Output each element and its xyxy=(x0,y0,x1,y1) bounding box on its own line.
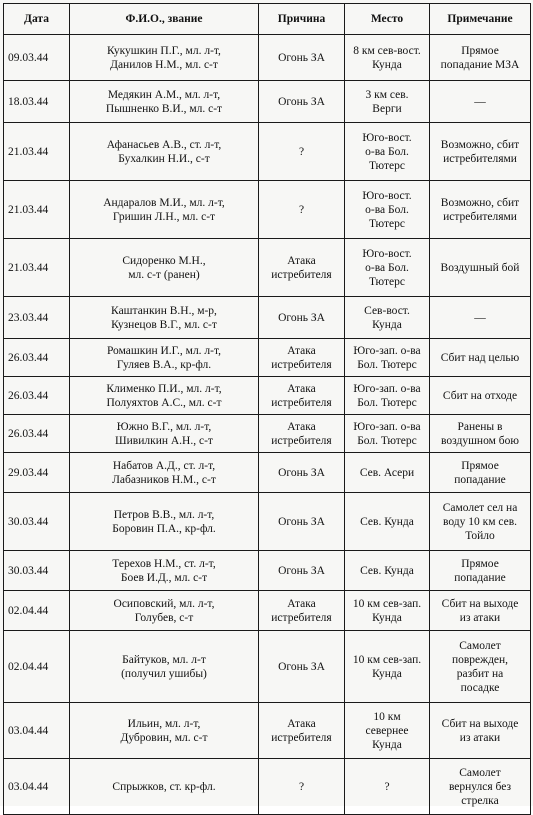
cell-place: 3 км сев. Верги xyxy=(345,81,430,123)
cell-cause: Огонь ЗА xyxy=(259,493,345,551)
table-row xyxy=(4,591,531,631)
table-row xyxy=(4,297,531,339)
cell-note: Прямое попадание xyxy=(430,551,531,591)
cell-cause: Атака истребителя xyxy=(259,591,345,631)
cell-place: Юго-вост. о-ва Бол. Тютерс xyxy=(345,181,430,239)
cell-cause: Атака истребителя xyxy=(259,377,345,415)
table-row xyxy=(4,239,531,297)
cell-cause: Огонь ЗА xyxy=(259,81,345,123)
cell-name: Каштанкин В.Н., м-р, Кузнецов В.Г., мл. с-т xyxy=(70,297,259,339)
cell-name: Терехов Н.М., ст. л-т, Боев И.Д., мл. с-т xyxy=(70,551,259,591)
header-note: Примечание xyxy=(430,4,531,35)
cell-name: Клименко П.И., мл. л-т, Полуяхтов А.С., мл. с-т xyxy=(70,377,259,415)
cell-date: 21.03.44 xyxy=(4,123,70,181)
table-row xyxy=(4,339,531,377)
cell-name: Ромашкин И.Г., мл. л-т, Гуляев В.А., кр-фл. xyxy=(70,339,259,377)
table-row xyxy=(4,453,531,493)
table-row xyxy=(4,181,531,239)
cell-date: 21.03.44 xyxy=(4,181,70,239)
cell-name: Афанасьев А.В., ст. л-т, Бухалкин Н.И., с-т xyxy=(70,123,259,181)
table-row xyxy=(4,759,531,815)
header-name-rank: Ф.И.О., звание xyxy=(70,4,259,35)
cell-cause: Огонь ЗА xyxy=(259,453,345,493)
cell-note: — xyxy=(430,81,531,123)
cell-date: 26.03.44 xyxy=(4,377,70,415)
cell-name: Андаралов М.И., мл. л-т, Гришин Л.Н., мл. с-т xyxy=(70,181,259,239)
cell-note: Воздушный бой xyxy=(430,239,531,297)
cell-cause: Огонь ЗА xyxy=(259,551,345,591)
cell-place: Юго-зап. о-ва Бол. Тютерс xyxy=(345,339,430,377)
cell-note: — xyxy=(430,297,531,339)
cell-place: Юго-зап. о-ва Бол. Тютерс xyxy=(345,377,430,415)
cell-cause: Огонь ЗА xyxy=(259,631,345,703)
table-row xyxy=(4,123,531,181)
cell-name: Спрыжков, ст. кр-фл. xyxy=(70,759,259,815)
cell-name: Сидоренко М.Н., мл. с-т (ранен) xyxy=(70,239,259,297)
cell-place: Сев-вост. Кунда xyxy=(345,297,430,339)
cell-date: 30.03.44 xyxy=(4,493,70,551)
cell-date: 03.04.44 xyxy=(4,703,70,759)
cell-name: Медякин А.М., мл. л-т, Пышненко В.И., мл. с-т xyxy=(70,81,259,123)
cell-note: Самолет поврежден, разбит на посадке xyxy=(430,631,531,703)
losses-table xyxy=(3,3,531,815)
cell-name: Набатов А.Д., ст. л-т, Лабазников Н.М., с-т xyxy=(70,453,259,493)
header-date: Дата xyxy=(4,4,70,35)
cell-place: ? xyxy=(345,759,430,815)
table-row xyxy=(4,81,531,123)
cell-date: 03.04.44 xyxy=(4,759,70,815)
cell-note: Возможно, сбит истребителями xyxy=(430,123,531,181)
cell-date: 26.03.44 xyxy=(4,339,70,377)
cell-cause: Атака истребителя xyxy=(259,703,345,759)
cell-place: Сев. Кунда xyxy=(345,551,430,591)
cell-date: 02.04.44 xyxy=(4,591,70,631)
cell-cause: Огонь ЗА xyxy=(259,35,345,81)
cell-note: Сбит на выходе из атаки xyxy=(430,703,531,759)
table-row xyxy=(4,631,531,703)
cell-date: 02.04.44 xyxy=(4,631,70,703)
cell-note: Самолет вернулся без стрелка xyxy=(430,759,531,815)
cell-note: Прямое попадание МЗА xyxy=(430,35,531,81)
cell-name: Ильин, мл. л-т, Дубровин, мл. с-т xyxy=(70,703,259,759)
cell-note: Возможно, сбит истребителями xyxy=(430,181,531,239)
table-row xyxy=(4,35,531,81)
cell-place: Юго-вост. о-ва Бол. Тютерс xyxy=(345,123,430,181)
cell-date: 09.03.44 xyxy=(4,35,70,81)
cell-name: Байтуков, мл. л-т (получил ушибы) xyxy=(70,631,259,703)
header-cause: Причина xyxy=(259,4,345,35)
cell-date: 18.03.44 xyxy=(4,81,70,123)
cell-date: 29.03.44 xyxy=(4,453,70,493)
table-row xyxy=(4,551,531,591)
cell-place: 10 км севернее Кунда xyxy=(345,703,430,759)
cell-note: Прямое попадание xyxy=(430,453,531,493)
table-row xyxy=(4,703,531,759)
cell-place: Сев. Асери xyxy=(345,453,430,493)
cell-place: 8 км сев-вост. Кунда xyxy=(345,35,430,81)
cell-cause: Атака истребителя xyxy=(259,239,345,297)
cell-cause: ? xyxy=(259,123,345,181)
cell-note: Сбит на отходе xyxy=(430,377,531,415)
table-row xyxy=(4,493,531,551)
cell-date: 30.03.44 xyxy=(4,551,70,591)
cell-note: Ранены в воздушном бою xyxy=(430,415,531,453)
cell-name: Осиповский, мл. л-т, Голубев, с-т xyxy=(70,591,259,631)
table-row xyxy=(4,415,531,453)
cell-cause: Атака истребителя xyxy=(259,415,345,453)
cell-name: Южно В.Г., мл. л-т, Шивилкин А.Н., с-т xyxy=(70,415,259,453)
cell-note: Сбит на выходе из атаки xyxy=(430,591,531,631)
cell-place: Сев. Кунда xyxy=(345,493,430,551)
cell-place: 10 км сев-зап. Кунда xyxy=(345,631,430,703)
cell-name: Петров В.В., мл. л-т, Боровин П.А., кр-фл. xyxy=(70,493,259,551)
cell-name: Кукушкин П.Г., мл. л-т, Данилов Н.М., мл. с-т xyxy=(70,35,259,81)
table-header-row xyxy=(4,4,531,35)
cell-date: 21.03.44 xyxy=(4,239,70,297)
cell-cause: ? xyxy=(259,181,345,239)
cell-date: 26.03.44 xyxy=(4,415,70,453)
cell-place: 10 км сев-зап. Кунда xyxy=(345,591,430,631)
cell-date: 23.03.44 xyxy=(4,297,70,339)
cell-note: Самолет сел на воду 10 км сев. Тойло xyxy=(430,493,531,551)
cell-cause: ? xyxy=(259,759,345,815)
header-place: Место xyxy=(345,4,430,35)
cell-place: Юго-вост. о-ва Бол. Тютерс xyxy=(345,239,430,297)
cell-note: Сбит над целью xyxy=(430,339,531,377)
table-row xyxy=(4,377,531,415)
cell-cause: Атака истребителя xyxy=(259,339,345,377)
cell-cause: Огонь ЗА xyxy=(259,297,345,339)
cell-place: Юго-зап. о-ва Бол. Тютерс xyxy=(345,415,430,453)
